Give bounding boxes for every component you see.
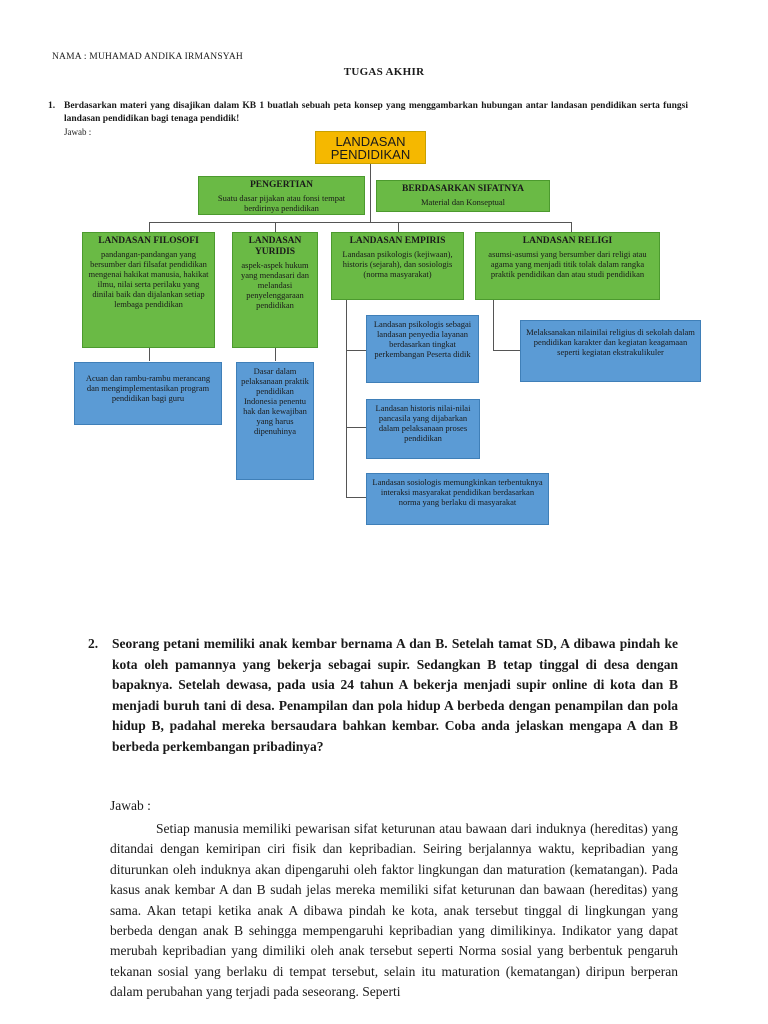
sifat-title: BERDASARKAN SIFATNYA <box>401 184 525 194</box>
question-2 <box>88 634 678 758</box>
question-2-number: 2. <box>88 636 99 651</box>
question-1 <box>48 100 688 125</box>
pengertian-text: Suatu dasar pijakan atau fonsi tempat berdirinya pendidikan <box>217 193 346 213</box>
yuridis-title: LANDASAN YURIDIS <box>248 236 302 257</box>
answer-2-text: Setiap manusia memiliki pewarisan sifat keturunan atau bawaan dari induknya (hereditas) yang ditandai dengan kemiripan ciri fisik dan kepribadian. Seiring berjalannya waktu, kepribadian yang diturunkan oleh induknya akan dipengaruhi oleh faktor lingkungan dan maturation (kematangan). Pada kasus anak kembar A dan B sudah jelas mereka memiliki sifat keturunan dan bawaan (hereditas) yang sama. Akan tetapi ketika anak A dibawa pindah ke kota, anak tersebut tinggal di lingkungan yang berbeda dengan anak B sehingga mempengaruhi kepribadian yang dimilikinya. Indikator yang dapat merubah kepribadian yang dimiliki oleh anak tersebut seperti Norma sosial yang berbentuk pengaruh tekanan sosial yang berlaku di tempat tersebut, selain itu maturation (kematangan) diripun berperan dalam perubahan yang terjadi pada seseorang. Seperti <box>110 821 678 1000</box>
document-title: TUGAS AKHIR <box>343 66 425 78</box>
connector-line <box>370 163 371 223</box>
empiris-title: LANDASAN EMPIRIS <box>349 236 446 246</box>
pengertian-node <box>198 176 365 215</box>
yuridis-detail-node: Dasar dalam pelaksanaan praktik pendidikan Indonesia penentu hak dan kewajiban yang harus dipenuhinya <box>236 362 314 480</box>
connector-line <box>149 222 572 223</box>
filosofi-detail-node: Acuan dan rambu-rambu merancang dan mengimplementasikan program pendidikan bagi guru <box>74 362 222 425</box>
religi-title: LANDASAN RELIGI <box>522 236 613 246</box>
connector-line <box>346 300 347 498</box>
question-2-text: Seorang petani memiliki anak kembar bernama A dan B. Setelah tamat SD, A dibawa pindah ke kota oleh pamannya yang bekerja sebagai supir. Sedangkan B tetap tinggal di desa dengan bapaknya. Setelah dewasa, pada usia 24 tahun A bekerja menjadi supir online di kota dan B menjadi buruh tani di desa. Penampilan dan pola hidup A berbeda dengan penampilan dan pola hidup B, padahal mereka bersaudara bahkan kembar. Coba anda jelaskan mengapa A dan B berbeda perkembangan pribadinya? <box>112 636 678 754</box>
connector-line <box>275 222 276 232</box>
yuridis-text: aspek-aspek hukum yang mendasari dan melandasi penyelenggaraan pendidikan <box>241 260 309 310</box>
answer-2-label: Jawab : <box>110 798 151 813</box>
connector-line <box>346 427 366 428</box>
connector-line <box>346 497 366 498</box>
empiris-text: Landasan psikologis (kejiwaan), historis (sejarah), dan sosiologis (norma masyarakat) <box>342 249 453 279</box>
filosofi-title: LANDASAN FILOSOFI <box>98 236 199 246</box>
psikologis-node: Landasan psikologis sebagai landasan penyedia layanan berdasarkan tingkat perkembangan Peserta didik <box>366 315 479 383</box>
historis-node: Landasan historis nilai-nilai pancasila yang dijabarkan dalam pelaksanaan proses pendidikan <box>366 399 480 459</box>
pengertian-title: PENGERTIAN <box>249 180 313 190</box>
connector-line <box>493 300 494 350</box>
religi-node <box>475 232 660 300</box>
connector-line <box>398 222 399 232</box>
question-1-number: 1. <box>48 101 56 111</box>
religi-text: asumsi-asumsi yang bersumber dari religi atau agama yang menjadi titik tolak dalam rangka praktik pendidikan dan atau studi pendidikan <box>488 249 647 279</box>
answer-2 <box>110 819 678 1003</box>
religi-detail-node: Melaksanakan nilainilai religius di sekolah dalam pendidikan karakter dan kegiatan keagamaan seperti kegiatan ekstrakulikuler <box>520 320 701 382</box>
connector-line <box>346 350 366 351</box>
empiris-node <box>331 232 464 300</box>
connector-line <box>149 348 150 361</box>
student-name: NAMA : MUHAMAD ANDIKA IRMANSYAH <box>52 52 243 62</box>
connector-line <box>571 222 572 232</box>
connector-line <box>493 350 521 351</box>
connector-line <box>275 348 276 361</box>
sifat-node <box>376 180 550 212</box>
answer-1-label: Jawab : <box>64 127 92 137</box>
yuridis-node <box>232 232 318 348</box>
sosiologis-node: Landasan sosiologis memungkinkan terbentuknya interaksi masyarakat pendidikan berdasarkan norma yang berlaku di masyarakat <box>366 473 549 525</box>
filosofi-node <box>82 232 215 348</box>
filosofi-text: pandangan-pandangan yang bersumber dari filsafat pendidikan mengenai hakikat manusia, hakikat ilmu, nilai serta perilaku yang dinilai baik dan dijalankan setiap lembaga pendidikan <box>88 249 209 309</box>
connector-line <box>149 222 150 232</box>
sifat-text: Material dan Konseptual <box>420 197 506 207</box>
root-node: LANDASAN PENDIDIKAN <box>315 131 426 164</box>
question-1-text: Berdasarkan materi yang disajikan dalam KB 1 buatlah sebuah peta konsep yang menggambarkan hubungan antar landasan pendidikan serta fungsi landasan pendidikan bagi tenaga pendidik! <box>64 101 688 124</box>
